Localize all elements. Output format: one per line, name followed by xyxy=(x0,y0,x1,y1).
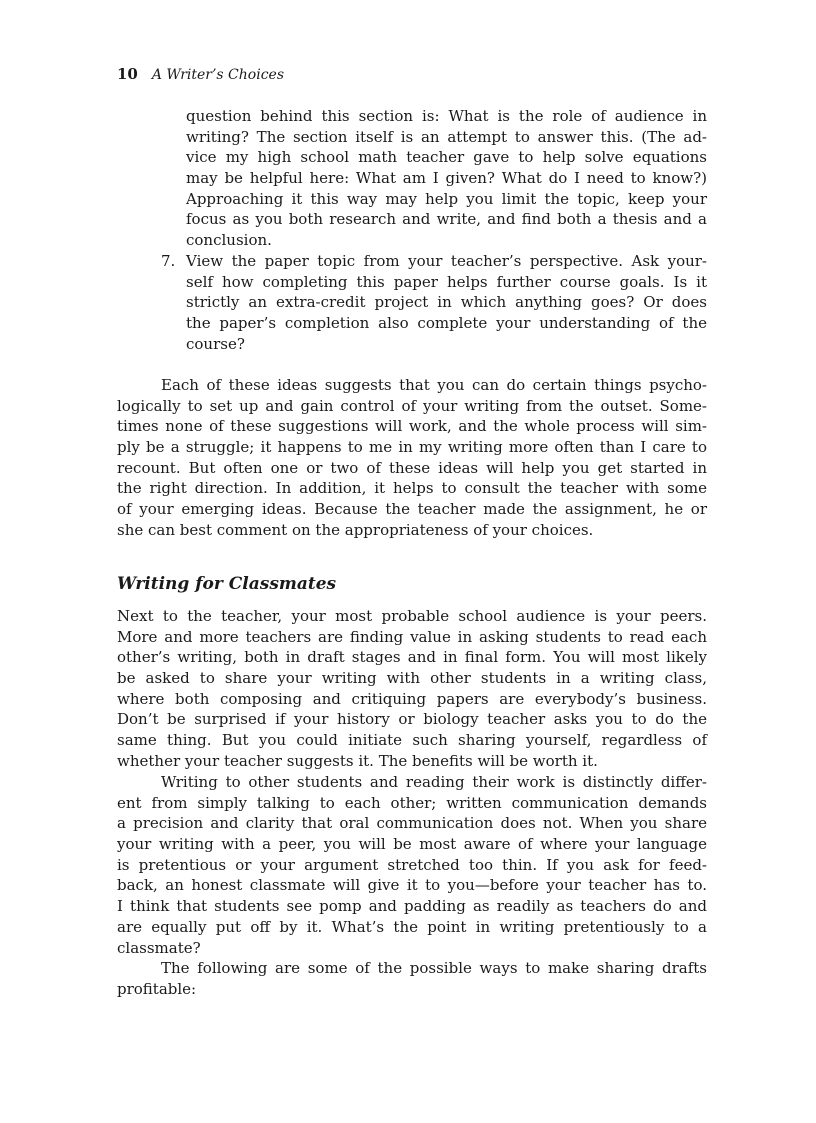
text-line: self how completing this paper helps further course goals. Is it xyxy=(186,272,707,291)
text-line: writing? The section itself is an attempt to answer this. (The ad- xyxy=(186,127,707,146)
text-line: is pretentious or your argument stretched too thin. If you ask for feed- xyxy=(117,855,707,874)
paragraph xyxy=(117,772,707,958)
text-line: are equally put off by it. What’s the point in writing pretentiously to a xyxy=(117,917,707,936)
text-line: strictly an extra-credit project in which anything goes? Or does xyxy=(186,293,707,312)
text-line: times none of these suggestions will work, and the whole process will sim- xyxy=(117,417,707,436)
text-line: I think that students see pomp and padding as readily as teachers do and xyxy=(117,897,707,916)
list-item-7 xyxy=(117,251,707,354)
running-head xyxy=(117,64,284,85)
text-line: More and more teachers are finding value in asking students to read each xyxy=(117,627,707,646)
text-line: Each of these ideas suggests that you can do certain things psycho- xyxy=(161,376,707,394)
text-line: a precision and clarity that oral communication does not. When you share xyxy=(117,814,707,833)
text-line: whether your teacher suggests it. The benefits will be worth it. xyxy=(117,751,598,770)
text-line: other’s writing, both in draft stages and in final form. You will most likely xyxy=(117,648,707,667)
text-line: of your emerging ideas. Because the teacher made the assignment, he or xyxy=(117,500,707,519)
list-number: 7. xyxy=(161,252,176,270)
text-line: question behind this section is: What is the role of audience in xyxy=(186,107,707,125)
text-line xyxy=(117,251,707,272)
text-line: the paper’s completion also complete your understanding of the xyxy=(186,314,707,333)
text-line: conclusion. xyxy=(186,231,272,250)
text-line-content: View the paper topic from your teacher’s perspective. Ask your- xyxy=(186,252,707,270)
text-line: the right direction. In addition, it helps to consult the teacher with some xyxy=(117,479,707,498)
running-title: A Writer’s Choices xyxy=(151,67,284,83)
text-line: she can best comment on the appropriateness of your choices. xyxy=(117,520,594,539)
page-number: 10 xyxy=(117,65,138,83)
text-line: same thing. But you could initiate such sharing yourself, regardless of xyxy=(117,731,707,750)
paragraph xyxy=(117,958,707,999)
paragraph xyxy=(117,606,707,772)
text-line: course? xyxy=(186,334,245,353)
text-line: The following are some of the possible ways to make sharing drafts xyxy=(161,959,707,977)
text-line: where both composing and critiquing papers are everybody’s business. xyxy=(117,689,707,708)
text-line: ent from simply talking to each other; written communication demands xyxy=(117,793,707,812)
list-item-continuation xyxy=(117,106,707,251)
text-line: logically to set up and gain control of your writing from the outset. Some- xyxy=(117,396,707,415)
text-line: profitable: xyxy=(117,979,197,998)
text-line: vice my high school math teacher gave to help solve equations xyxy=(186,148,707,167)
text-line: your writing with a peer, you will be most aware of where your language xyxy=(117,835,707,854)
text-line: be asked to share your writing with other students in a writing class, xyxy=(117,669,707,688)
text-line: focus as you both research and write, and find both a thesis and a xyxy=(186,210,707,229)
text-line: may be helpful here: What am I given? What do I need to know?) xyxy=(186,169,707,188)
text-line: Approaching it this way may help you limit the topic, keep your xyxy=(186,189,707,208)
paragraph xyxy=(117,375,707,541)
text-line: Next to the teacher, your most probable school audience is your peers. xyxy=(117,607,707,625)
text-line: Don’t be surprised if your history or biology teacher asks you to do the xyxy=(117,710,707,729)
text-line: recount. But often one or two of these ideas will help you get started in xyxy=(117,458,707,477)
section-heading: Writing for Classmates xyxy=(117,574,337,594)
text-line: Writing to other students and reading their work is distinctly differ- xyxy=(161,773,707,791)
text-line: back, an honest classmate will give it to you—before your teacher has to. xyxy=(117,876,707,895)
text-line: ply be a struggle; it happens to me in my writing more often than I care to xyxy=(117,438,707,457)
text-line: classmate? xyxy=(117,938,201,957)
